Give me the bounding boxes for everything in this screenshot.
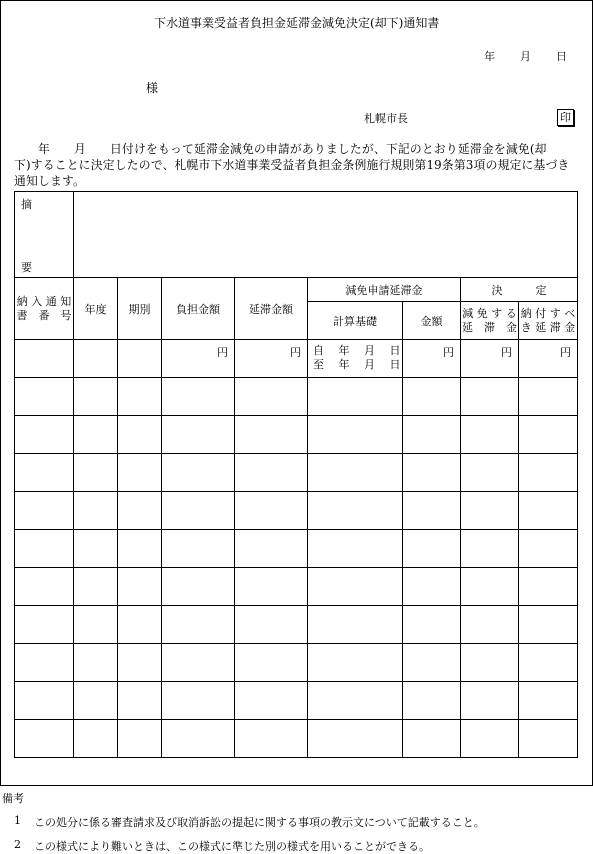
assessment-cell[interactable] xyxy=(162,606,235,644)
amount-cell[interactable] xyxy=(403,454,461,492)
note-number: 2 xyxy=(14,838,21,851)
assessment-cell[interactable] xyxy=(162,530,235,568)
calc-basis-cell[interactable] xyxy=(308,378,403,416)
yen-unit: 円 xyxy=(560,346,571,359)
issuer-name: 札幌市長 xyxy=(364,112,408,125)
calc-basis-cell[interactable] xyxy=(308,606,403,644)
term-cell[interactable] xyxy=(118,530,162,568)
notice-no-cell[interactable] xyxy=(15,682,74,720)
assessment-cell[interactable] xyxy=(162,568,235,606)
fiscal-year-cell[interactable] xyxy=(74,568,118,606)
yen-unit: 円 xyxy=(501,346,512,359)
term-cell[interactable] xyxy=(118,682,162,720)
exempt-cell[interactable] xyxy=(461,720,519,758)
seal-mark: 印 xyxy=(557,109,574,126)
exempt-cell[interactable] xyxy=(461,492,519,530)
table-row xyxy=(15,492,578,530)
fiscal-year-cell[interactable] xyxy=(74,530,118,568)
exempt-cell[interactable] xyxy=(461,340,519,378)
fiscal-year-cell[interactable] xyxy=(74,378,118,416)
payable-cell[interactable] xyxy=(519,682,578,720)
payable-cell[interactable] xyxy=(519,492,578,530)
assessment-cell[interactable] xyxy=(162,378,235,416)
exempt-cell[interactable] xyxy=(461,530,519,568)
payable-cell[interactable] xyxy=(519,720,578,758)
note-number: 1 xyxy=(14,814,21,827)
details-table xyxy=(14,191,578,758)
term-cell[interactable] xyxy=(118,720,162,758)
late-fee-cell[interactable] xyxy=(235,416,308,454)
table-row xyxy=(15,606,578,644)
header-payable xyxy=(519,302,578,340)
yen-unit: 円 xyxy=(290,346,301,359)
header-exempt-line2: 延 滞 金 xyxy=(462,320,517,334)
late-fee-cell[interactable] xyxy=(235,682,308,720)
calc-basis-cell[interactable] xyxy=(308,530,403,568)
amount-cell[interactable] xyxy=(403,606,461,644)
notice-no-cell[interactable] xyxy=(15,454,74,492)
calc-basis-cell[interactable] xyxy=(308,454,403,492)
fiscal-year-cell[interactable] xyxy=(74,606,118,644)
calc-basis-cell[interactable] xyxy=(308,492,403,530)
fiscal-year-cell[interactable] xyxy=(74,340,118,378)
assessment-cell[interactable] xyxy=(162,682,235,720)
table-row xyxy=(15,644,578,682)
header-exempt-line1: 減 免 す る xyxy=(462,306,517,320)
payable-cell[interactable] xyxy=(519,416,578,454)
amount-cell[interactable] xyxy=(403,492,461,530)
header-notice-no-line1: 納 入 通 知 xyxy=(16,294,72,308)
late-fee-cell[interactable] xyxy=(235,644,308,682)
late-fee-cell[interactable] xyxy=(235,530,308,568)
fiscal-year-cell[interactable] xyxy=(74,644,118,682)
note-text: この処分に係る審査請求及び取消訴訟の提起に関する事項の教示文について記載すること。 xyxy=(34,816,485,829)
period-from: 自 年 月 日 xyxy=(313,344,401,357)
header-calc-basis: 計算基礎 xyxy=(308,302,403,340)
term-cell[interactable] xyxy=(118,492,162,530)
document-title: 下水道事業受益者負担金延滞金減免決定(却下)通知書 xyxy=(154,16,440,30)
late-fee-cell[interactable] xyxy=(235,720,308,758)
table-row xyxy=(15,340,578,378)
body-line: 下)することに決定したので、札幌市下水道事業受益者負担金条例施行規則第19条第3項の規定に基づき xyxy=(14,158,570,172)
fiscal-year-cell[interactable] xyxy=(74,720,118,758)
assessment-cell[interactable] xyxy=(162,416,235,454)
late-fee-cell[interactable] xyxy=(235,378,308,416)
notice-no-cell[interactable] xyxy=(15,644,74,682)
term-cell[interactable] xyxy=(118,454,162,492)
header-payable-line2: き 延 滞 金 xyxy=(520,320,576,334)
assessment-cell[interactable] xyxy=(162,720,235,758)
amount-cell[interactable] xyxy=(403,644,461,682)
notice-no-cell[interactable] xyxy=(15,530,74,568)
table-row xyxy=(15,378,578,416)
body-line: 年 月 日付けをもって延滞金減免の申請がありましたが、下記のとおり延滞金を減免(却 xyxy=(14,142,547,156)
exempt-cell[interactable] xyxy=(461,568,519,606)
table-row xyxy=(15,530,578,568)
calc-basis-cell[interactable] xyxy=(308,416,403,454)
notice-no-cell[interactable] xyxy=(15,378,74,416)
calc-basis-cell[interactable] xyxy=(308,568,403,606)
yen-unit: 円 xyxy=(443,346,454,359)
summary-label-top: 摘 xyxy=(21,198,32,211)
term-cell[interactable] xyxy=(118,378,162,416)
assessment-cell[interactable] xyxy=(162,492,235,530)
amount-cell[interactable] xyxy=(403,530,461,568)
exempt-cell[interactable] xyxy=(461,454,519,492)
assessment-cell[interactable] xyxy=(162,340,235,378)
payable-cell[interactable] xyxy=(519,568,578,606)
table-row xyxy=(15,720,578,758)
header-term: 期別 xyxy=(118,278,162,340)
amount-cell[interactable] xyxy=(403,416,461,454)
fiscal-year-cell[interactable] xyxy=(74,416,118,454)
notice-no-cell[interactable] xyxy=(15,606,74,644)
summary-label-bottom: 要 xyxy=(21,261,32,274)
table-row xyxy=(15,568,578,606)
header-notice-no-line2: 書 番 号 xyxy=(16,308,72,322)
table-row xyxy=(15,454,578,492)
term-cell[interactable] xyxy=(118,568,162,606)
notice-no-cell[interactable] xyxy=(15,720,74,758)
fiscal-year-cell[interactable] xyxy=(74,682,118,720)
notice-body xyxy=(14,141,586,189)
header-amount: 金額 xyxy=(403,302,461,340)
notice-no-cell[interactable] xyxy=(15,492,74,530)
calc-basis-cell[interactable] xyxy=(308,682,403,720)
exempt-cell[interactable] xyxy=(461,378,519,416)
header-requested-group: 減免申請延滞金 xyxy=(308,278,461,302)
period-range xyxy=(313,344,401,372)
body-line: 通知します。 xyxy=(14,174,86,188)
exempt-cell[interactable] xyxy=(461,644,519,682)
yen-unit: 円 xyxy=(217,346,228,359)
exempt-cell[interactable] xyxy=(461,606,519,644)
amount-cell[interactable] xyxy=(403,568,461,606)
late-fee-cell[interactable] xyxy=(235,568,308,606)
amount-cell[interactable] xyxy=(403,682,461,720)
fiscal-year-cell[interactable] xyxy=(74,454,118,492)
notice-no-cell[interactable] xyxy=(15,416,74,454)
term-cell[interactable] xyxy=(118,644,162,682)
payable-cell[interactable] xyxy=(519,378,578,416)
payable-cell[interactable] xyxy=(519,530,578,568)
exempt-cell[interactable] xyxy=(461,682,519,720)
payable-cell[interactable] xyxy=(519,606,578,644)
notice-no-cell[interactable] xyxy=(15,568,74,606)
late-fee-cell[interactable] xyxy=(235,606,308,644)
issue-date: 年 月 日 xyxy=(484,50,568,63)
note-text: この様式により難いときは、この様式に準じた別の様式を用いることができる。 xyxy=(34,840,430,853)
late-fee-cell[interactable] xyxy=(235,454,308,492)
table-row xyxy=(15,682,578,720)
payable-cell[interactable] xyxy=(519,454,578,492)
summary-field[interactable] xyxy=(74,192,578,278)
term-cell[interactable] xyxy=(118,416,162,454)
notice-no-cell[interactable] xyxy=(15,340,74,378)
assessment-cell[interactable] xyxy=(162,454,235,492)
fiscal-year-cell[interactable] xyxy=(74,492,118,530)
header-payable-line1: 納 付 す べ xyxy=(520,306,576,320)
late-fee-cell[interactable] xyxy=(235,340,308,378)
header-fiscal-year: 年度 xyxy=(74,278,118,340)
amount-cell[interactable] xyxy=(403,340,461,378)
amount-cell[interactable] xyxy=(403,720,461,758)
exempt-cell[interactable] xyxy=(461,416,519,454)
term-cell[interactable] xyxy=(118,340,162,378)
summary-label-cell xyxy=(15,192,74,278)
calc-basis-cell[interactable] xyxy=(308,720,403,758)
calc-basis-cell[interactable] xyxy=(308,340,403,378)
assessment-cell[interactable] xyxy=(162,644,235,682)
payable-cell[interactable] xyxy=(519,644,578,682)
header-decision-group: 決 定 xyxy=(461,278,578,302)
term-cell[interactable] xyxy=(118,606,162,644)
amount-cell[interactable] xyxy=(403,378,461,416)
table-row xyxy=(15,416,578,454)
header-assessment: 負担金額 xyxy=(162,278,235,340)
blank-rows xyxy=(15,378,578,758)
addressee-suffix: 様 xyxy=(146,81,159,95)
header-notice-no xyxy=(15,278,74,340)
calc-basis-cell[interactable] xyxy=(308,644,403,682)
header-exempt xyxy=(461,302,519,340)
payable-cell[interactable] xyxy=(519,340,578,378)
header-late-fee: 延滞金額 xyxy=(235,278,308,340)
notes-heading: 備考 xyxy=(2,792,24,805)
period-to: 至 年 月 日 xyxy=(313,358,401,371)
late-fee-cell[interactable] xyxy=(235,492,308,530)
